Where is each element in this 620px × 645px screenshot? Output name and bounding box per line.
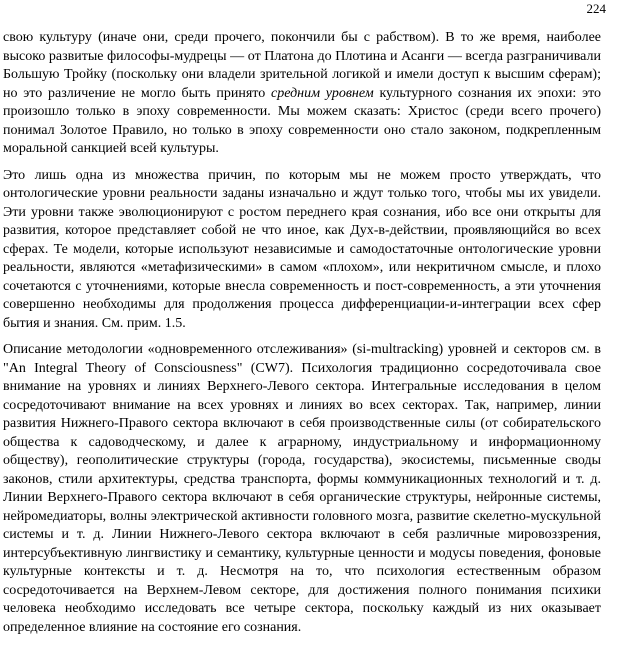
paragraph-1-text-end: культурного сознания их эпохи: это произошло только в эпоху современности. Мы можем сказать: Христос (среди всего прочего) понимал Золотое Правило, но только в эпоху современности оно стало законом, подкрепленным моральной санкцией всей культуры. <box>3 85 602 156</box>
paragraph-1 <box>3 29 601 159</box>
paragraph-1-italic-phrase: средним уровнем <box>270 85 374 101</box>
paragraph-1-text-start: свою культуру (иначе они, среди прочего, покончили бы с рабством). В то же время, наиболее высоко развитые философы-мудрецы — от Платона до Плотина и Асанги — всегда разграничивали Большую Тройку (поскольку они владели зрительной логикой и имели доступ к высшим сферам); но это различение не могло быть принято <box>3 30 601 101</box>
page-number: 224 <box>586 1 606 16</box>
paragraph-3: Описание методологии «одновременного отслеживания» (si-multracking) уровней и секторов см. в "An Integral Theory of Consciousness" (CW7). Психология традиционно сосредоточивала свое внимание на уровнях и линиях Верхнего-Левого сектора. Интегральные исследования в целом сосредоточивают внимание на всех уровнях и линиях во всех секторах. Так, например, линии развития Нижнего-Правого сектора включают в себя производственные силы (от собирательского общества к садоводческому, и далее к аграрному, индустриальному и информационному обществу), геополитические структуры (города, государства), экосистемы, письменные своды законов, стили архитектуры, средства транспорта, формы коммуникационных технологий и т. д. Линии Верхнего-Правого сектора включают в себя органические структуры, нейронные системы, нейромедиаторы, волны электрической активности головного мозга, развитие скелетно-мускульной системы и т. д. Линии Нижнего-Левого сектора включают в себя различные мировоззрения, интерсубъективную лингвистику и семантику, культурные ценности и модусы поведения, фоновые культурные контексты и т. д. Несмотря на то, что психология естественным образом сосредоточивается на Верхнем-Левом секторе, для достижения полного понимания психики человека необходимо исследовать все четыре сектора, поскольку каждый из них оказывает определенное влияние на состояние его сознания. <box>3 342 601 635</box>
page-body <box>3 29 601 645</box>
paragraph-2: Это лишь одна из множества причин, по которым мы не можем просто утверждать, что онтологические уровни реальности заданы изначально и ждут только того, чтобы мы их увидели. Эти уровни также эволюционируют с ростом переднего края сознания, ибо все они открыты для развития, которое представляет собой не что иное, как Дух-в-действии, проявляющийся во всех сферах. Те модели, которые используют независимые и самодостаточные онтологические уровни реальности, являются «метафизическими» в самом «плохом», или некритичном смысле, и плохо сочетаются с уточнениями, которые внесла современность и пост-современность, а эти уточнения совершенно необходимы для продолжения процесса дифференциации-и-интеграции всех сфер бытия и знания. См. прим. 1.5. <box>3 167 601 331</box>
